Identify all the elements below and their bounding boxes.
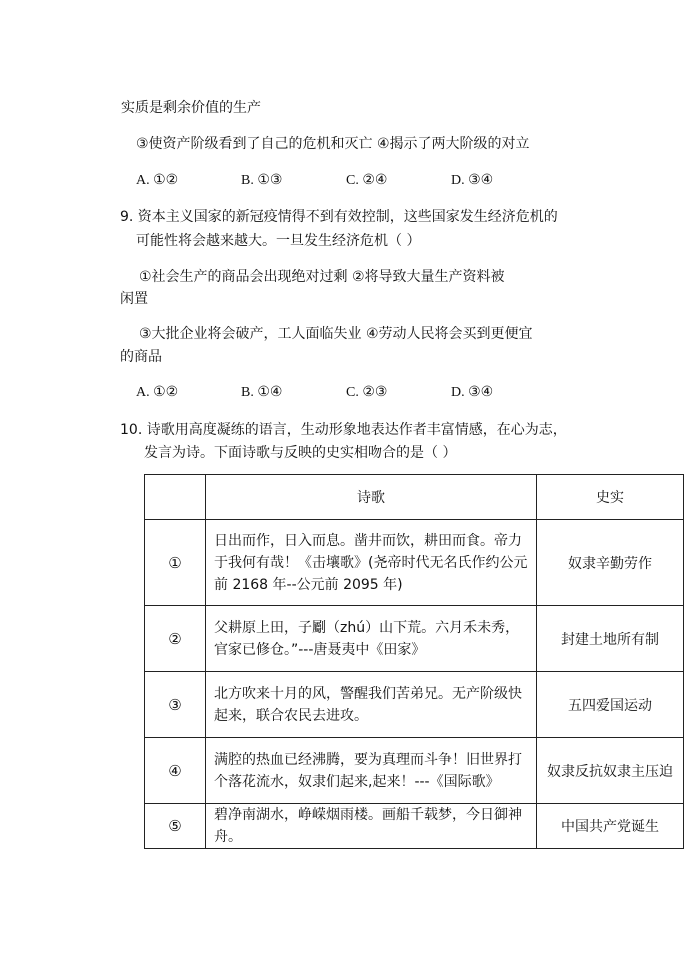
- q9-option-a: A. ①②: [136, 385, 179, 400]
- row-number: ②: [145, 606, 206, 672]
- table-row: [145, 804, 684, 849]
- row-fact: 中国共产党诞生: [537, 804, 684, 849]
- q9-option-b: B. ①④: [241, 385, 283, 400]
- row-poem: 碧净南湖水，峥嵘烟雨楼。画船千载梦，今日御神舟。: [206, 804, 537, 849]
- row-fact: 奴隶反抗奴隶主压迫: [537, 738, 684, 804]
- q10-stem-line2: 发言为诗。下面诗歌与反映的史实相吻合的是（ ）: [144, 445, 457, 461]
- q9-option-c: C. ②③: [346, 385, 388, 400]
- q9-stem-line2: 可能性将会越来越大。一旦发生经济危机（ ）: [136, 233, 421, 249]
- row-fact: 奴隶辛勤劳作: [537, 520, 684, 606]
- table-row: [145, 672, 684, 738]
- q8-option-b: B. ①③: [241, 173, 283, 188]
- header-poem: 诗歌: [206, 475, 537, 520]
- q10-stem-line1: 10. 诗歌用高度凝练的语言，生动形象地表达作者丰富情感，在心为志，: [120, 422, 567, 438]
- table-header-row: [145, 475, 684, 520]
- q8-option-a: A. ①②: [136, 173, 179, 188]
- q9-options: [136, 384, 556, 401]
- poem-history-table: [144, 474, 684, 849]
- row-fact: 五四爱国运动: [537, 672, 684, 738]
- q8-option-c: C. ②④: [346, 173, 388, 188]
- header-fact: 史实: [537, 475, 684, 520]
- row-number: ①: [145, 520, 206, 606]
- q9-items-3-4: ③大批企业将会破产，工人面临失业 ④劳动人民将会买到更便宜: [139, 326, 533, 342]
- row-poem: 满腔的热血已经沸腾，要为真理而斗争！旧世界打个落花流水，奴隶们起来,起来！---《国际歌》: [206, 738, 537, 804]
- q9-items-1-2: ①社会生产的商品会出现绝对过剩 ②将导致大量生产资料被: [139, 269, 505, 285]
- row-poem: 日出而作，日入而息。凿井而饮，耕田而食。帝力于我何有哉！《击壤歌》(尧帝时代无名氏作约公元前 2168 年--公元前 2095 年): [206, 520, 537, 606]
- q8-items-3-4: ③使资产阶级看到了自己的危机和灭亡 ④揭示了两大阶级的对立: [136, 136, 530, 152]
- table-row: [145, 606, 684, 672]
- row-poem: 父耕原上田，子劚（zhú）山下荒。六月禾未秀，官家已修仓。”---唐聂夷中《田家》: [206, 606, 537, 672]
- table-row: [145, 520, 684, 606]
- q8-continued-text: 实质是剩余价值的生产: [121, 100, 261, 116]
- q9-stem-line1: 9. 资本主义国家的新冠疫情得不到有效控制，这些国家发生经济危机的: [120, 209, 558, 225]
- header-number: [145, 475, 206, 520]
- row-number: ④: [145, 738, 206, 804]
- row-number: ⑤: [145, 804, 206, 849]
- row-fact: 封建土地所有制: [537, 606, 684, 672]
- q8-options: [136, 172, 556, 189]
- q8-option-d: D. ③④: [451, 173, 494, 188]
- row-poem: 北方吹来十月的风，警醒我们苦弟兄。无产阶级快起来，联合农民去进攻。: [206, 672, 537, 738]
- q9-items-3-4-wrap: 的商品: [120, 349, 162, 365]
- row-number: ③: [145, 672, 206, 738]
- q9-items-1-2-wrap: 闲置: [120, 291, 148, 307]
- table-row: [145, 738, 684, 804]
- q9-option-d: D. ③④: [451, 385, 494, 400]
